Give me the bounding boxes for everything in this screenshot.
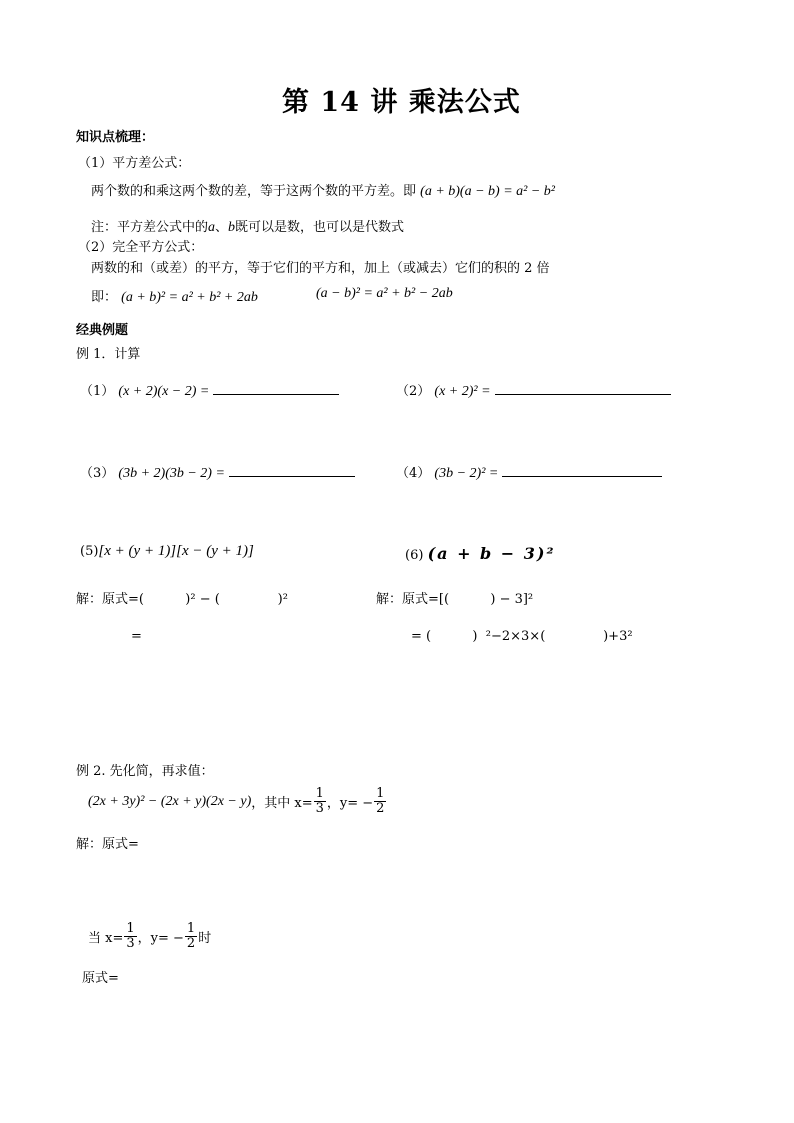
answer-blank[interactable] [502, 464, 662, 477]
fraction-denominator: 2 [186, 936, 196, 951]
problem-1-expr: (x + 2)(x − 2) = [118, 384, 210, 399]
fraction-one-third [314, 787, 326, 816]
item2-label: （2）完全平方公式： [78, 240, 204, 255]
item1-text: 两个数的和乘这两个数的差，等于这两个数的平方差。即 [91, 184, 417, 199]
fraction-denominator: 3 [126, 936, 135, 951]
note-suffix: 既可以是数，也可以是代数式 [235, 220, 405, 235]
example2-expr: (2x + 3y)² − (2x + y)(2x − y) [88, 793, 252, 809]
problem-4-expr: (3b − 2)² = [434, 466, 499, 481]
fraction-denominator: 3 [315, 801, 324, 816]
problem-6 [405, 544, 556, 563]
problem-6-label: (6) [405, 548, 424, 563]
problem-2-label: （2） [396, 384, 431, 399]
problem-2-expr: (x + 2)² = [434, 384, 491, 399]
problem-5-label: (5) [80, 544, 99, 559]
item1-label: （1）平方差公式： [78, 156, 191, 171]
answer-blank[interactable] [229, 464, 355, 477]
answer-blank[interactable] [213, 382, 339, 395]
fraction-numerator: 1 [126, 921, 135, 936]
solution-5-line2: = [131, 629, 142, 644]
section-heading-examples: 经典例题 [76, 323, 129, 338]
item2-prefix: 即： [91, 290, 118, 305]
solution-ex2: 解：原式= [76, 837, 139, 852]
note-sep: 、 [215, 220, 229, 235]
final-expression: 原式= [82, 971, 119, 986]
problem-2 [396, 380, 671, 400]
item1-line [91, 180, 555, 200]
when-y: ，y= − [137, 931, 184, 946]
example2-label: 例 2. 先化简，再求值： [76, 764, 214, 779]
fraction-one-half [185, 922, 197, 951]
problem-1 [80, 380, 339, 400]
page-title: 第 14 讲 乘法公式 [282, 87, 521, 118]
item2-formula-diff: (a − b)² = a² + b² − 2ab [316, 286, 453, 301]
problem-5 [80, 543, 254, 560]
problem-3-expr: (3b + 2)(3b − 2) = [118, 466, 225, 481]
example2-cond-text: ，其中 x= [251, 796, 313, 811]
fraction-numerator: 1 [315, 786, 324, 801]
answer-blank[interactable] [495, 382, 671, 395]
fraction-denominator: 2 [376, 801, 385, 816]
note-line [91, 216, 404, 236]
section-heading-knowledge: 知识点梳理： [76, 130, 155, 145]
note-b: b [228, 220, 236, 235]
problem-5-expr: [x + (y + 1)][x − (y + 1)] [98, 543, 254, 559]
note-prefix: 注：平方差公式中的 [91, 220, 209, 235]
problem-1-label: （1） [80, 384, 115, 399]
problem-4 [396, 462, 662, 482]
item2-formulas [91, 286, 258, 306]
fraction-one-third [124, 922, 136, 951]
when-suffix: 时 [198, 931, 212, 946]
problem-3 [80, 462, 355, 482]
fraction-one-half [374, 787, 386, 816]
solution-6-line2: = ( ) ²−2×3×( )+3² [411, 629, 633, 644]
example2-problem [88, 787, 387, 816]
when-prefix: 当 x= [88, 931, 124, 946]
example2-y-text: ，y= − [326, 796, 374, 811]
fraction-numerator: 1 [376, 786, 385, 801]
solution-6-line1: 解：原式=[( ) − 3]² [376, 592, 534, 607]
item2-formula-sum: (a + b)² = a² + b² + 2ab [121, 290, 258, 305]
problem-3-label: （3） [80, 466, 115, 481]
fraction-numerator: 1 [186, 921, 196, 936]
problem-4-label: （4） [396, 466, 431, 481]
item2-text: 两数的和（或差）的平方，等于它们的平方和，加上（或减去）它们的积的 2 倍 [91, 261, 550, 276]
example1-label: 例 1．计算 [76, 347, 141, 362]
solution-5-line1: 解：原式=( )² − ( )² [76, 592, 288, 607]
when-line [88, 922, 211, 951]
item1-formula: (a + b)(a − b) = a² − b² [420, 184, 555, 199]
problem-6-expr: (a + b − 3)² [427, 544, 556, 563]
note-a: a [208, 220, 216, 235]
